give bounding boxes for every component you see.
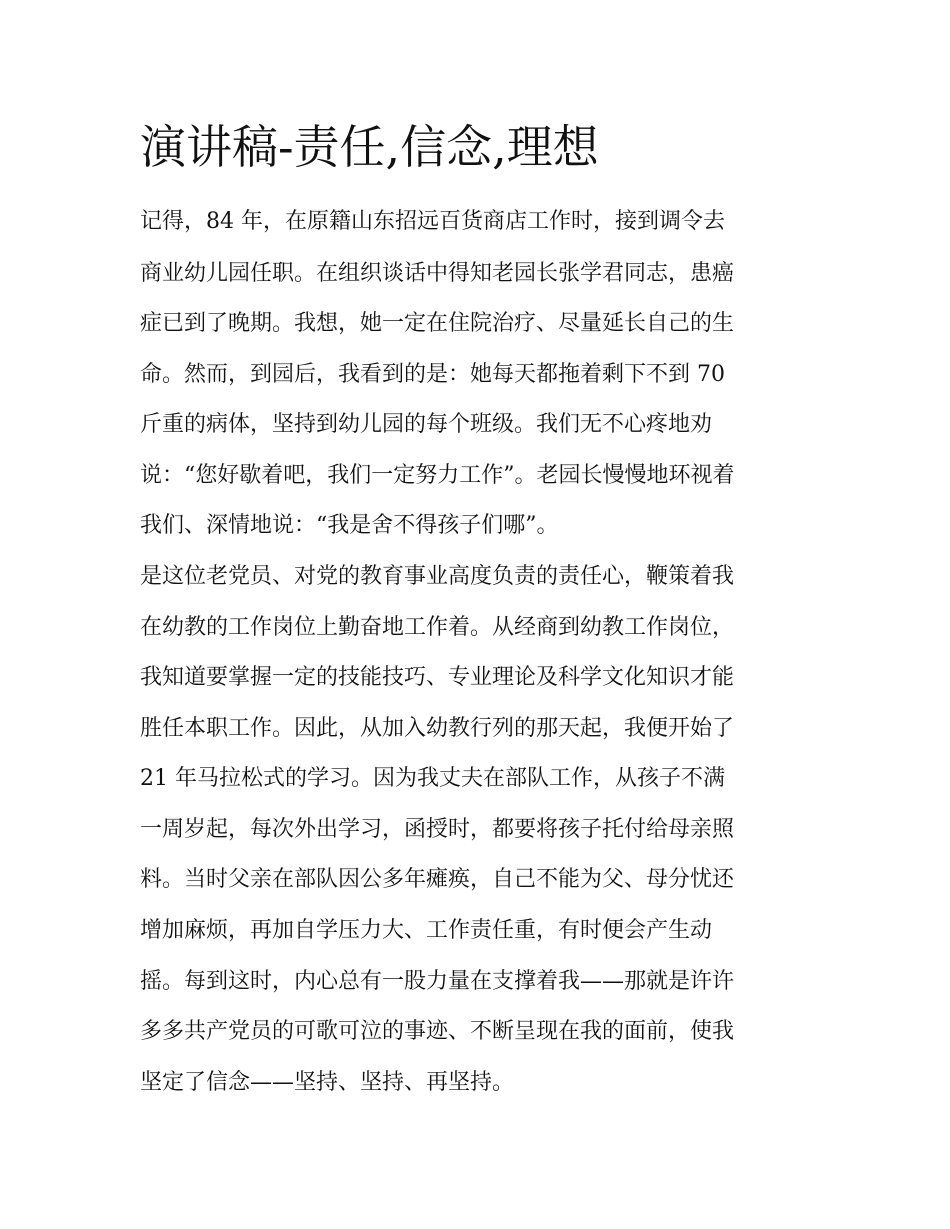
body-line: 是这位老党员、对党的教育事业高度负责的责任心，鞭策着我: [140, 564, 735, 589]
body-line: 摇。每到这时，内心总有一股力量在支撑着我——那就是许许: [140, 969, 735, 994]
body-line: 斤重的病体，坚持到幼儿园的每个班级。我们无不心疼地劝: [140, 412, 713, 437]
body-line: 增加麻烦，再加自学压力大、工作责任重，有时便会产生动: [140, 918, 713, 943]
document-title: 演讲稿-责任,信念,理想: [140, 120, 599, 174]
body-line: 料。当时父亲在部队因公多年瘫痪，自己不能为父、母分忧还: [140, 867, 735, 892]
body-line: 症已到了晚期。我想，她一定在住院治疗、尽量延长自己的生: [140, 311, 735, 336]
body-line: 说：“您好歇着吧，我们一定努力工作”。老园长慢慢地环视着: [140, 463, 735, 488]
body-line: 商业幼儿园任职。在组织谈话中得知老园长张学君同志，患癌: [140, 261, 735, 286]
body-line: 21 年马拉松式的学习。因为我丈夫在部队工作，从孩子不满: [140, 766, 725, 791]
body-line: 命。然而，到园后，我看到的是：她每天都拖着剩下不到 70: [140, 362, 725, 387]
body-line: 坚定了信念——坚持、坚持、再坚持。: [140, 1070, 515, 1095]
body-line: 我们、深情地说：“我是舍不得孩子们哪”。: [140, 513, 559, 538]
body-line: 我知道要掌握一定的技能技巧、专业理论及科学文化知识才能: [140, 665, 735, 690]
body-line: 一周岁起，每次外出学习，函授时，都要将孩子托付给母亲照: [140, 817, 735, 842]
body-line: 胜任本职工作。因此，从加入幼教行列的那天起，我便开始了: [140, 716, 735, 741]
body-line: 多多共产党员的可歌可泣的事迹、不断呈现在我的面前，使我: [140, 1019, 735, 1044]
body-line: 记得，84 年，在原籍山东招远百货商店工作时，接到调令去: [140, 209, 725, 234]
body-line: 在幼教的工作岗位上勤奋地工作着。从经商到幼教工作岗位，: [140, 615, 735, 640]
